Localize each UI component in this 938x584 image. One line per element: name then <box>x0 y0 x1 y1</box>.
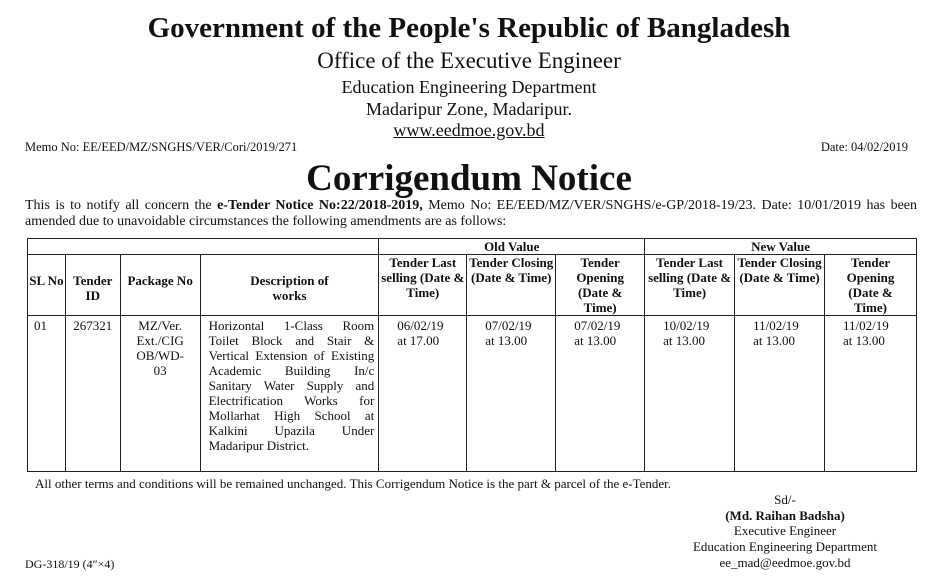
signature-sd: Sd/- <box>774 492 796 507</box>
col-sl: SL No <box>28 255 66 316</box>
col-new-opening: Tender Opening (Date & Time) <box>825 255 917 316</box>
col-old-selling: Tender Last selling (Date & Time) <box>379 255 467 316</box>
cell-description: Horizontal 1-Class Room Toilet Block and Stair & Vertical Extension of Existing Academic Building In/c Sanitary Water Supply and Electrification Works for Mollarhat High School at Kalkini Upazila Under Madaripur District. <box>200 316 379 472</box>
website-container <box>0 120 938 141</box>
cell-old-closing: 07/02/19 at 13.00 <box>467 316 556 472</box>
tender-reference: e-Tender Notice No:22/2018-2019, <box>217 198 423 213</box>
col-old-opening: Tender Opening (Date & Time) <box>556 255 645 316</box>
terms-note: All other terms and conditions will be remained unchanged. This Corrigendum Notice is the part & parcel of the e-Tender. <box>35 476 672 491</box>
cell-new-opening: 11/02/19 at 13.00 <box>825 316 917 472</box>
office-heading: Office of the Executive Engineer <box>317 48 621 73</box>
col-package: Package No <box>120 255 200 316</box>
website-link[interactable]: www.eedmoe.gov.bd <box>393 120 545 140</box>
table-row <box>28 316 917 472</box>
amendment-table <box>27 238 917 472</box>
intro-text-before: This is to notify all concern the <box>25 198 218 213</box>
page-title: Corrigendum Notice <box>306 158 632 199</box>
new-value-header: New Value <box>645 239 917 255</box>
col-description: Description of works <box>200 255 379 316</box>
signature-email: ee_mad@eedmoe.gov.bd <box>719 555 851 570</box>
cell-sl: 01 <box>28 316 66 472</box>
signature-designation: Executive Engineer <box>733 523 837 538</box>
signature-name: (Md. Raihan Badsha) <box>725 508 845 523</box>
cell-package: MZ/Ver. Ext./CIG OB/WD-03 <box>120 316 200 472</box>
memo-number: Memo No: EE/EED/MZ/SNGHS/VER/Cori/2019/271 <box>25 140 298 154</box>
col-new-selling: Tender Last selling (Date & Time) <box>645 255 735 316</box>
cell-old-selling: 06/02/19 at 17.00 <box>379 316 467 472</box>
signature-department: Education Engineering Department <box>692 539 878 554</box>
blank-group-cell <box>28 239 379 255</box>
dg-number: DG-318/19 (4″×4) <box>25 557 115 571</box>
column-header-row <box>28 255 917 316</box>
cell-new-closing: 11/02/19 at 13.00 <box>735 316 825 472</box>
cell-tender-id: 267321 <box>65 316 120 472</box>
old-value-header: Old Value <box>379 239 645 255</box>
col-old-closing: Tender Closing (Date & Time) <box>467 255 556 316</box>
cell-new-selling: 10/02/19 at 13.00 <box>645 316 735 472</box>
cell-old-opening: 07/02/19 at 13.00 <box>556 316 645 472</box>
intro-paragraph <box>25 198 917 230</box>
col-new-closing: Tender Closing (Date & Time) <box>735 255 825 316</box>
group-header-row <box>28 239 917 255</box>
government-heading: Government of the People's Republic of Bangladesh <box>147 12 791 44</box>
intro-text-after: Memo No: EE/EED/MZ/VER/SNGHS/e-GP/2018-19/23. Date: 10/01/2019 has been amended due to unavoidable circumstances the following amendments are as follows: <box>25 198 917 229</box>
memo-date: Date: 04/02/2019 <box>820 140 908 154</box>
zone-heading: Madaripur Zone, Madaripur. <box>366 99 572 119</box>
col-tender-id: Tender ID <box>65 255 120 316</box>
department-heading: Education Engineering Department <box>341 77 597 97</box>
